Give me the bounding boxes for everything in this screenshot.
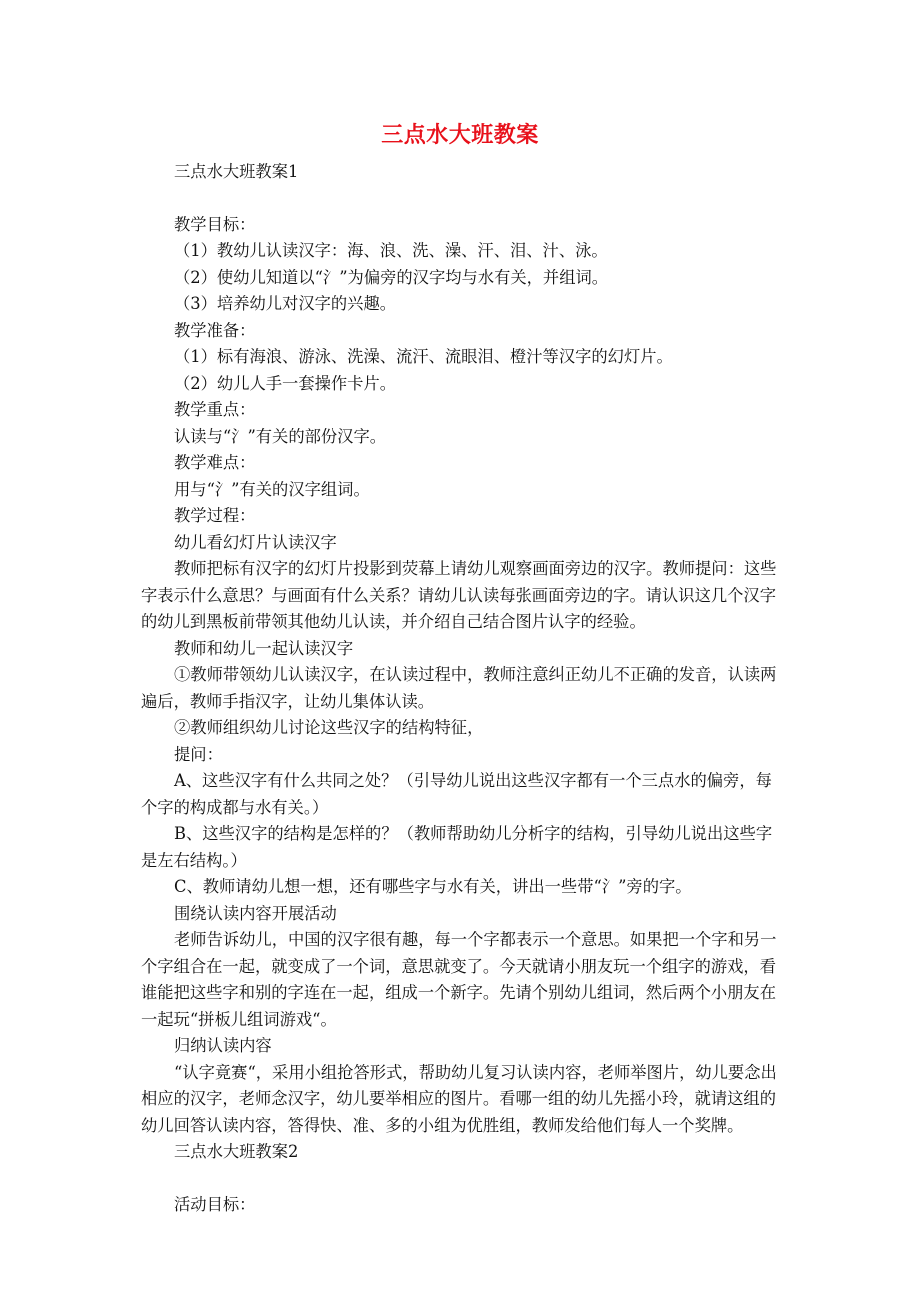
paragraph: A、这些汉字有什么共同之处？（引导幼儿说出这些汉字都有一个三点水的偏旁，每个字的构成都与水有关。） <box>141 771 772 817</box>
paragraph: 教师把标有汉字的幻灯片投影到荧幕上请幼儿观察画面旁边的汉字。教师提问：这些字表示什么意思？与画面有什么关系？请幼儿认读每张画面旁边的字。请认识这几个汉字的幼儿到黑板前带领其他幼儿认读，并介绍自己结合图片认字的经验。 <box>141 559 777 631</box>
section-heading-1: 三点水大班教案1 <box>174 162 299 181</box>
paragraph: 教学目标： <box>174 214 256 234</box>
paragraph: 老师告诉幼儿，中国的汉字很有趣，每一个字都表示一个意思。如果把一个字和另一个字组合在一起，就变成了一个词，意思就变了。今天就请小朋友玩一个组字的游戏，看谁能把这些字和别的字连在一起，组成一个新字。先请个别幼儿组词，然后两个小朋友在一起玩“拼板儿组词游戏“。 <box>141 930 777 1029</box>
paragraph: “认字竟赛“，采用小组抢答形式，帮助幼儿复习认读内容，老师举图片，幼儿要念出相应的汉字，老师念汉字，幼儿要举相应的图片。看哪一组的幼儿先摇小玲，就请这组的幼儿回答认读内容，答得快、准、多的小组为优胜组，教师发给他们每人一个奖牌。 <box>141 1062 777 1135</box>
blank-line <box>141 1166 781 1192</box>
section-heading-2: 三点水大班教案2 <box>174 1142 299 1161</box>
paragraph: （3）培养幼儿对汉字的兴趣。 <box>174 294 397 313</box>
paragraph: 归纳认读内容 <box>174 1036 272 1055</box>
paragraph: 认读与“氵”有关的部份汉字。 <box>174 426 387 446</box>
paragraph: ①教师带领幼儿认读汉字，在认读过程中，教师注意纠正幼儿不正确的发音，认读两遍后，教师手指汉字，让幼儿集体认读。 <box>141 665 777 711</box>
paragraph: （1）教幼儿认读汉字：海、浪、洗、澡、汗、泪、汁、泳。 <box>174 241 608 260</box>
document-title: 三点水大班教案 <box>381 122 539 148</box>
paragraph: （2）使幼儿知道以“氵”为偏旁的汉字均与水有关，并组词。 <box>174 267 609 287</box>
paragraph: B、这些汉字的结构是怎样的？（教师帮助幼儿分析字的结构，引导幼儿说出这些字是左右结构。） <box>141 824 773 870</box>
paragraph: 教学难点： <box>174 453 256 472</box>
blank-line <box>141 186 781 212</box>
document-body <box>141 159 781 1218</box>
paragraph: 用与“氵”有关的汉字组词。 <box>174 479 370 499</box>
paragraph: 教学重点： <box>174 400 256 419</box>
paragraph: 提问： <box>174 744 223 764</box>
paragraph: ②教师组织幼儿讨论这些汉字的结构特征， <box>174 718 484 737</box>
paragraph: 教师和幼儿一起认读汉字 <box>174 638 354 658</box>
paragraph: 教学过程： <box>174 506 256 525</box>
paragraph: （1）标有海浪、游泳、洗澡、流汗、流眼泪、橙汁等汉字的幻灯片。 <box>174 347 673 366</box>
paragraph: 围绕认读内容开展活动 <box>174 903 337 923</box>
paragraph: （2）幼儿人手一套操作卡片。 <box>174 373 397 393</box>
paragraph: 活动目标： <box>174 1194 256 1214</box>
paragraph: 幼儿看幻灯片认读汉字 <box>174 532 337 552</box>
paragraph: 教学准备： <box>174 320 256 340</box>
paragraph: C、教师请幼儿想一想，还有哪些字与水有关，讲出一些带“氵”旁的字。 <box>174 877 692 896</box>
